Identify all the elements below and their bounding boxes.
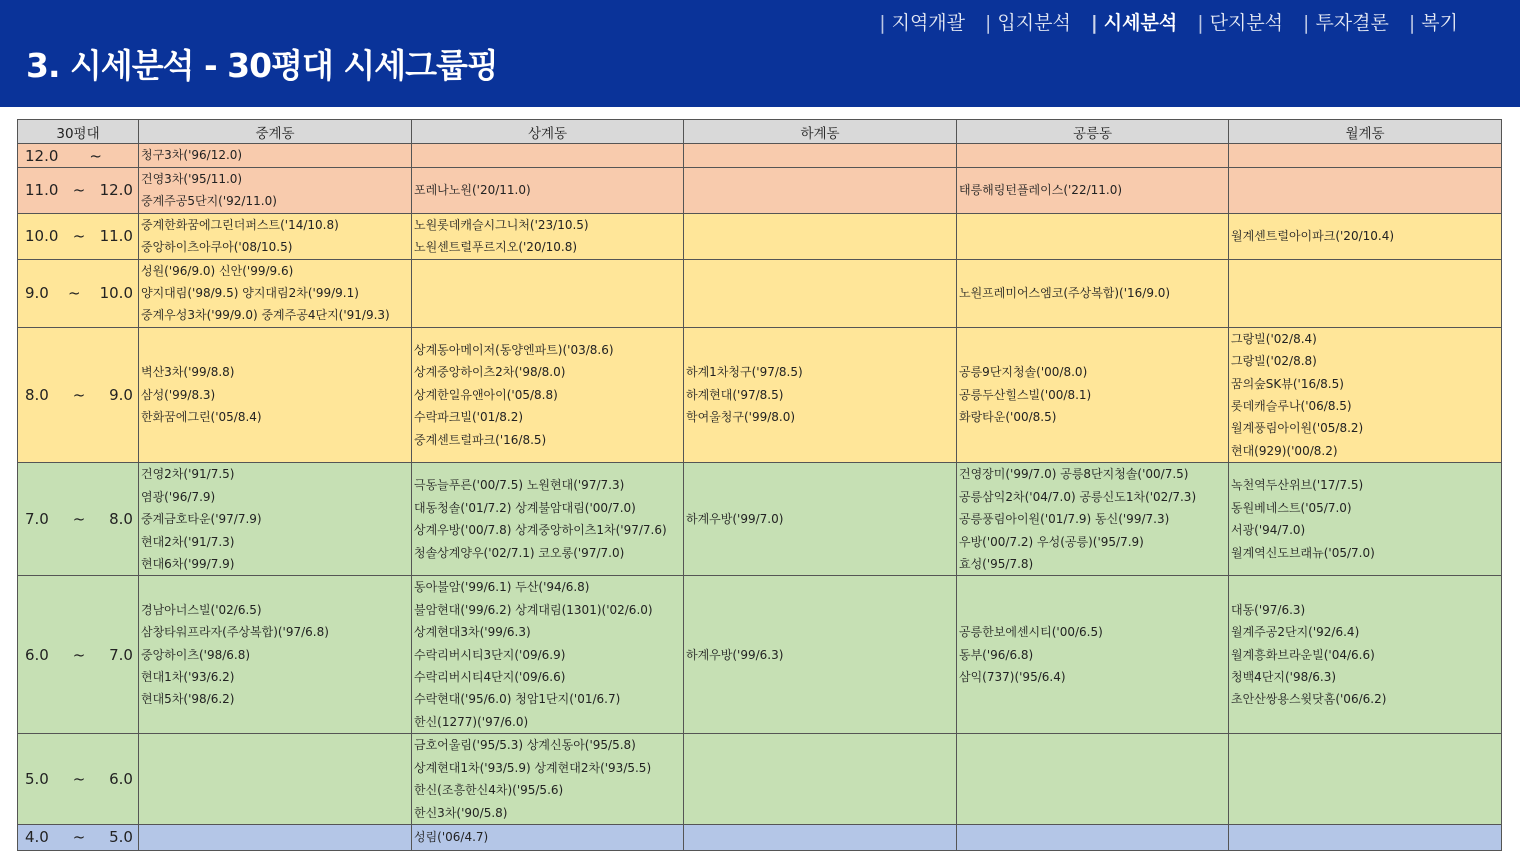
range-tilde: ~ xyxy=(72,510,86,529)
complex-cell xyxy=(412,576,684,734)
table-row xyxy=(18,144,1502,168)
complex-entry: 현대5차('98/6.2) xyxy=(141,692,235,707)
complex-cell xyxy=(957,576,1229,734)
complex-cell xyxy=(139,327,412,462)
complex-entry: 수락리버시티3단지('09/6.9) xyxy=(414,647,566,662)
nav-separator: | xyxy=(1303,12,1310,34)
complex-entry: 효성('95/7.8) xyxy=(959,556,1034,571)
complex-entry: 초안산쌍용스윗닷홈('06/6.2) xyxy=(1231,692,1387,707)
complex-cell xyxy=(1229,463,1502,576)
complex-entry: 청백4단지('98/6.3) xyxy=(1231,670,1337,685)
complex-cell xyxy=(139,824,412,850)
table-row xyxy=(18,327,1502,462)
range-high: 11.0 xyxy=(99,227,133,246)
nav-item-label: 지역개괄 xyxy=(891,12,966,34)
column-header: 중계동 xyxy=(139,120,412,144)
price-group-table xyxy=(17,119,1502,851)
range-low: 5.0 xyxy=(25,770,49,789)
range-low: 7.0 xyxy=(25,510,49,529)
nav-item-label: 시세분석 xyxy=(1103,12,1178,34)
complex-cell xyxy=(957,463,1229,576)
complex-cell xyxy=(139,576,412,734)
complex-cell xyxy=(684,168,957,214)
complex-entry: 삼익(737)('95/6.4) xyxy=(959,670,1066,685)
complex-entry: 월계주공2단지('92/6.4) xyxy=(1231,625,1360,640)
nav-item-2[interactable] xyxy=(965,8,1071,35)
complex-cell xyxy=(957,144,1229,168)
complex-entry: 화랑타운('00/8.5) xyxy=(959,410,1057,425)
complex-entry: 청구3차('96/12.0) xyxy=(141,148,243,163)
range-high: 5.0 xyxy=(109,828,133,847)
complex-cell xyxy=(684,144,957,168)
complex-entry: 월계풍림아이원('05/8.2) xyxy=(1231,421,1364,436)
range-high: 8.0 xyxy=(109,510,133,529)
nav-separator: | xyxy=(1090,12,1098,34)
complex-cell xyxy=(1229,327,1502,462)
complex-cell xyxy=(684,734,957,825)
table-row xyxy=(18,824,1502,850)
complex-entry: 염광('96/7.9) xyxy=(141,489,216,504)
range-tilde: ~ xyxy=(72,645,86,664)
complex-entry: 동부('96/6.8) xyxy=(959,647,1034,662)
complex-entry: 태릉해링턴플레이스('22/11.0) xyxy=(959,183,1123,198)
complex-cell xyxy=(1229,213,1502,259)
complex-entry: 중계주공5단지('92/11.0) xyxy=(141,194,277,209)
price-range-cell xyxy=(18,734,139,825)
complex-cell xyxy=(412,213,684,259)
complex-entry: 삼창타워프라자(주상복합)('97/6.8) xyxy=(141,625,329,640)
complex-entry: 상계현대1차('93/5.9) 상계현대2차('93/5.5) xyxy=(414,760,652,775)
complex-entry: 공릉한보에센시티('00/6.5) xyxy=(959,625,1103,640)
complex-cell xyxy=(684,327,957,462)
range-tilde: ~ xyxy=(89,146,102,165)
nav-item-label: 입지분석 xyxy=(997,12,1071,34)
complex-entry: 건영장미('99/7.0) 공릉8단지청솔('00/7.5) xyxy=(959,467,1189,482)
complex-cell xyxy=(139,463,412,576)
complex-entry: 상계현대3차('99/6.3) xyxy=(414,625,531,640)
range-low: 9.0 xyxy=(25,284,49,303)
complex-cell xyxy=(957,824,1229,850)
complex-entry: 경남아너스빌('02/6.5) xyxy=(141,602,262,617)
complex-entry: 노원프레미어스엠코(주상복합)('16/9.0) xyxy=(959,286,1171,301)
nav-separator: | xyxy=(1408,12,1416,34)
range-high: 12.0 xyxy=(99,181,133,200)
complex-entry: 그랑빌('02/8.4) xyxy=(1231,331,1317,346)
nav-item-label: 복기 xyxy=(1421,12,1458,34)
complex-entry: 한신3차('90/5.8) xyxy=(414,805,508,820)
complex-entry: 벽산3차('99/8.8) xyxy=(141,365,235,380)
complex-entry: 하계우방('99/6.3) xyxy=(686,647,784,662)
complex-entry: 중계한화꿈에그린더퍼스트('14/10.8) xyxy=(141,217,339,232)
range-high: 7.0 xyxy=(109,645,133,664)
complex-entry: 한신(1277)('97/6.0) xyxy=(414,714,529,729)
complex-entry: 청솔상계양우('02/7.1) 코오롱('97/7.0) xyxy=(414,545,625,560)
complex-entry: 그랑빌('02/8.8) xyxy=(1231,354,1317,369)
complex-cell xyxy=(1229,168,1502,214)
complex-entry: 상계중앙하이츠2차('98/8.0) xyxy=(414,365,566,380)
range-low: 11.0 xyxy=(25,181,59,200)
complex-entry: 중앙하이츠('98/6.8) xyxy=(141,647,251,662)
page-title: 3. 시세분석 - 30평대 시세그룹핑 xyxy=(26,46,498,85)
complex-entry: 노원롯데캐슬시그니처('23/10.5) xyxy=(414,217,589,232)
complex-entry: 노원센트럴푸르지오('20/10.8) xyxy=(414,240,578,255)
complex-entry: 월계흥화브라운빌('04/6.6) xyxy=(1231,647,1375,662)
complex-cell xyxy=(412,259,684,327)
range-high: 9.0 xyxy=(109,386,133,405)
range-tilde: ~ xyxy=(72,770,86,789)
nav-item-5[interactable] xyxy=(1283,8,1389,35)
complex-cell xyxy=(1229,259,1502,327)
table-row xyxy=(18,259,1502,327)
complex-entry: 롯데캐슬루나('06/8.5) xyxy=(1231,399,1352,414)
complex-entry: 공릉9단지청솔('00/8.0) xyxy=(959,365,1088,380)
complex-entry: 꿈의숲SK뷰('16/8.5) xyxy=(1231,376,1344,391)
complex-entry: 하계현대('97/8.5) xyxy=(686,387,784,402)
column-header: 상계동 xyxy=(412,120,684,144)
complex-entry: 대동청솔('01/7.2) 상계불암대림('00/7.0) xyxy=(414,500,636,515)
complex-entry: 녹천역두산위브('17/7.5) xyxy=(1231,478,1364,493)
complex-entry: 학여울청구('99/8.0) xyxy=(686,410,796,425)
complex-entry: 한신(조흥한신4차)('95/5.6) xyxy=(414,783,564,798)
top-nav xyxy=(859,8,1458,35)
column-header: 하계동 xyxy=(684,120,957,144)
complex-entry: 공릉두산힐스빌('00/8.1) xyxy=(959,387,1092,402)
range-tilde: ~ xyxy=(72,386,86,405)
complex-entry: 건영2차('91/7.5) xyxy=(141,467,235,482)
complex-cell xyxy=(139,168,412,214)
nav-item-label: 단지분석 xyxy=(1209,12,1284,34)
column-header: 30평대 xyxy=(18,120,139,144)
complex-entry: 상계한일유앤아이('05/8.8) xyxy=(414,387,558,402)
complex-entry: 중앙하이츠아쿠아('08/10.5) xyxy=(141,240,293,255)
table-body xyxy=(18,144,1502,851)
complex-entry: 상계우방('00/7.8) 상계중앙하이츠1차('97/7.6) xyxy=(414,523,667,538)
nav-item-4[interactable] xyxy=(1177,8,1283,35)
complex-entry: 건영3차('95/11.0) xyxy=(141,172,243,186)
price-range-cell xyxy=(18,576,139,734)
range-tilde: ~ xyxy=(72,181,86,200)
complex-entry: 현대6차('99/7.9) xyxy=(141,556,235,571)
complex-cell xyxy=(412,327,684,462)
nav-separator: | xyxy=(985,12,992,34)
range-high: 6.0 xyxy=(109,770,133,789)
nav-separator: | xyxy=(879,12,886,34)
column-header: 월계동 xyxy=(1229,120,1502,144)
range-low: 8.0 xyxy=(25,386,49,405)
price-range-cell xyxy=(18,168,139,214)
complex-entry: 수락리버시티4단지('09/6.6) xyxy=(414,670,566,685)
complex-entry: 수락현대('95/6.0) 청암1단지('01/6.7) xyxy=(414,692,621,707)
complex-entry: 양지대림('98/9.5) 양지대림2차('99/9.1) xyxy=(141,286,359,301)
range-low: 12.0 xyxy=(25,146,59,165)
column-header: 공릉동 xyxy=(957,120,1229,144)
complex-entry: 극동늘푸른('00/7.5) 노원현대('97/7.3) xyxy=(414,478,625,493)
complex-entry: 현대1차('93/6.2) xyxy=(141,670,235,685)
complex-cell xyxy=(412,168,684,214)
table-header-row xyxy=(18,120,1502,144)
complex-cell xyxy=(957,168,1229,214)
table-row xyxy=(18,734,1502,825)
table-row xyxy=(18,213,1502,259)
complex-entry: 하계1차청구('97/8.5) xyxy=(686,365,803,380)
complex-entry: 우방('00/7.2) 우성(공릉)('95/7.9) xyxy=(959,534,1144,549)
complex-entry: 삼성('99/8.3) xyxy=(141,387,216,402)
complex-entry: 중계우성3차('99/9.0) 중계주공4단지('91/9.3) xyxy=(141,308,390,323)
complex-entry: 하계우방('99/7.0) xyxy=(686,512,784,527)
complex-entry: 성원('96/9.0) 신안('99/9.6) xyxy=(141,263,294,278)
complex-cell xyxy=(1229,824,1502,850)
complex-cell xyxy=(412,144,684,168)
complex-cell xyxy=(139,734,412,825)
table-row xyxy=(18,168,1502,214)
complex-cell xyxy=(684,213,957,259)
complex-entry: 불암현대('99/6.2) 상계대림(1301)('02/6.0) xyxy=(414,602,653,617)
price-range-cell xyxy=(18,463,139,576)
complex-cell xyxy=(957,327,1229,462)
complex-entry: 금호어울림('95/5.3) 상계신동아('95/5.8) xyxy=(414,738,636,753)
nav-item-6[interactable] xyxy=(1389,8,1458,35)
price-range-cell xyxy=(18,327,139,462)
complex-entry: 공릉풍림아이원('01/7.9) 동신('99/7.3) xyxy=(959,512,1170,527)
complex-cell xyxy=(412,463,684,576)
table-row xyxy=(18,576,1502,734)
complex-entry: 월계역신도브래뉴('05/7.0) xyxy=(1231,545,1375,560)
range-low: 10.0 xyxy=(25,227,59,246)
complex-cell xyxy=(684,259,957,327)
complex-entry: 현대(929)('00/8.2) xyxy=(1231,443,1338,458)
range-tilde: ~ xyxy=(72,828,86,847)
complex-cell xyxy=(957,734,1229,825)
range-low: 6.0 xyxy=(25,645,49,664)
complex-cell xyxy=(139,144,412,168)
complex-cell xyxy=(139,213,412,259)
header-bar xyxy=(0,0,1520,107)
complex-cell xyxy=(957,259,1229,327)
price-range-cell xyxy=(18,213,139,259)
price-range-cell xyxy=(18,259,139,327)
complex-cell xyxy=(1229,144,1502,168)
complex-cell xyxy=(684,576,957,734)
range-tilde: ~ xyxy=(67,284,81,303)
complex-entry: 성림('06/4.7) xyxy=(414,830,489,845)
complex-cell xyxy=(684,824,957,850)
complex-entry: 한화꿈에그린('05/8.4) xyxy=(141,410,262,425)
complex-entry: 월계센트럴아이파크('20/10.4) xyxy=(1231,229,1395,244)
nav-item-label: 투자결론 xyxy=(1315,12,1389,34)
complex-entry: 현대2차('91/7.3) xyxy=(141,534,235,549)
table-row xyxy=(18,463,1502,576)
complex-entry: 동아불암('99/6.1) 두산('94/6.8) xyxy=(414,580,590,595)
complex-entry: 동원베네스트('05/7.0) xyxy=(1231,500,1352,515)
complex-entry: 포레나노원('20/11.0) xyxy=(414,183,531,198)
complex-cell xyxy=(412,824,684,850)
price-range-cell xyxy=(18,144,139,168)
complex-entry: 상계동아메이저(동양엔파트)('03/8.6) xyxy=(414,343,614,358)
complex-entry: 수락파크빌('01/8.2) xyxy=(414,410,524,425)
nav-item-3[interactable] xyxy=(1071,8,1177,35)
complex-cell xyxy=(957,213,1229,259)
nav-item-1[interactable] xyxy=(859,8,965,35)
complex-cell xyxy=(684,463,957,576)
complex-cell xyxy=(1229,734,1502,825)
complex-entry: 중계센트럴파크('16/8.5) xyxy=(414,432,547,447)
complex-entry: 공릉삼익2차('04/7.0) 공릉신도1차('02/7.3) xyxy=(959,489,1197,504)
complex-entry: 대동('97/6.3) xyxy=(1231,602,1306,617)
complex-entry: 중계금호타운('97/7.9) xyxy=(141,512,262,527)
complex-cell xyxy=(1229,576,1502,734)
nav-separator: | xyxy=(1197,12,1204,34)
complex-cell xyxy=(139,259,412,327)
complex-cell xyxy=(412,734,684,825)
complex-entry: 서광('94/7.0) xyxy=(1231,523,1306,538)
range-tilde: ~ xyxy=(72,227,86,246)
range-high: 10.0 xyxy=(99,284,133,303)
price-range-cell xyxy=(18,824,139,850)
range-low: 4.0 xyxy=(25,828,49,847)
